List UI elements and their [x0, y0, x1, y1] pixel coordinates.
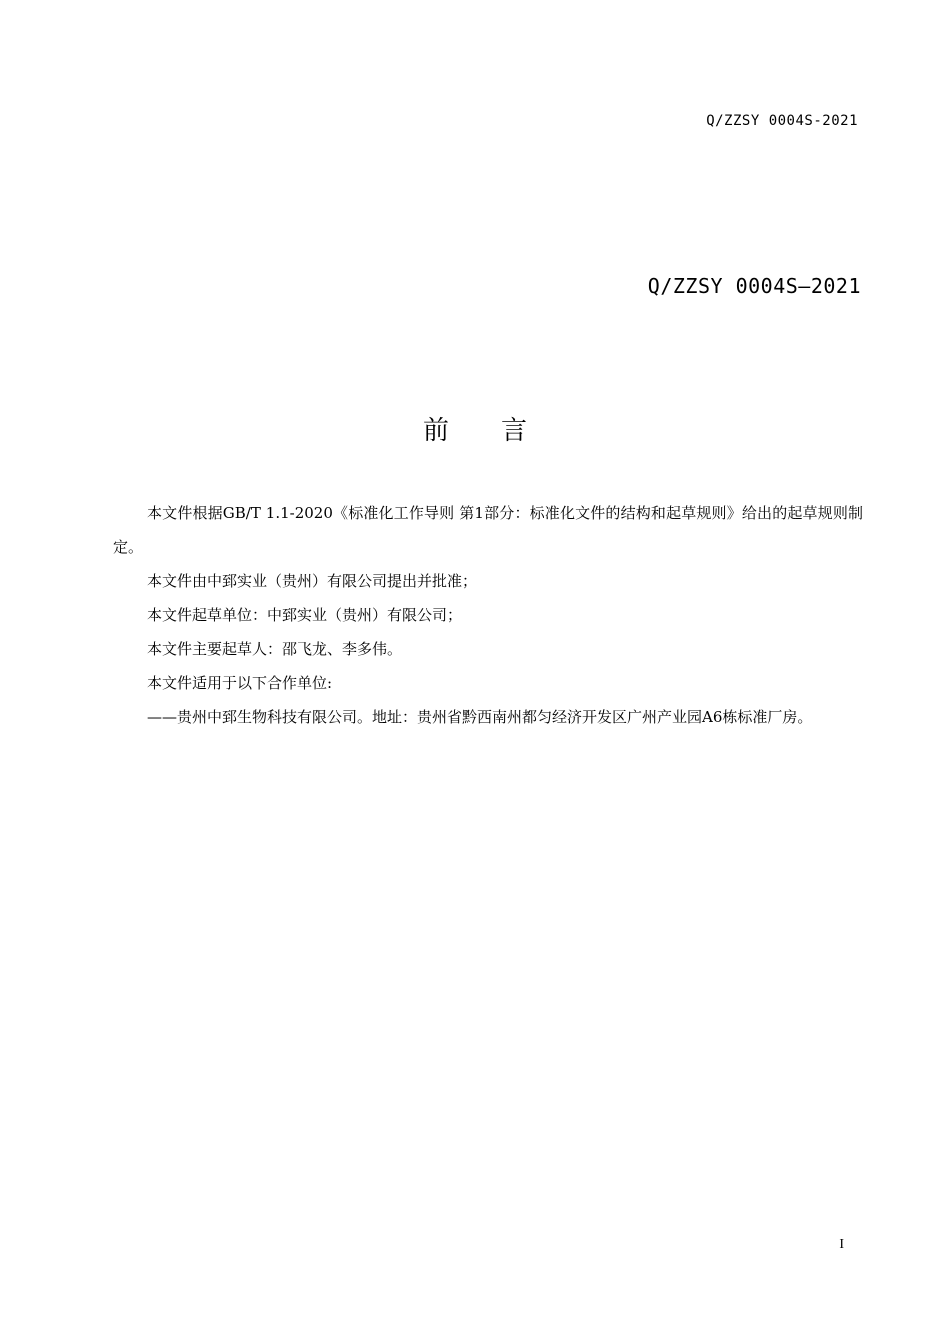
foreword-paragraph-drafters: 本文件主要起草人：邵飞龙、李多伟。 — [147, 640, 403, 658]
foreword-paragraph-partner: ——贵州中郅生物科技有限公司。地址：贵州省黔西南州都匀经济开发区广州产业园A6栋标准厂房。 — [147, 708, 813, 726]
foreword-title: 前言 — [422, 416, 579, 446]
foreword-paragraph-basis: 本文件根据GB/T 1.1-2020《标准化工作导则 第1部分：标准化文件的结构和起草规则》给出的起草规则制定。 — [113, 504, 863, 556]
page-number: I — [839, 1237, 844, 1252]
foreword-body — [113, 496, 863, 734]
foreword-paragraph-applicable: 本文件适用于以下合作单位: — [147, 674, 333, 692]
foreword-paragraph-drafting-unit: 本文件起草单位：中郅实业（贵州）有限公司； — [147, 606, 463, 624]
standard-code: Q/ZZSY 0004S—2021 — [647, 274, 861, 298]
foreword-paragraph-proposer: 本文件由中郅实业（贵州）有限公司提出并批准； — [147, 572, 478, 590]
header-standard-code: Q/ZZSY 0004S-2021 — [706, 113, 858, 129]
